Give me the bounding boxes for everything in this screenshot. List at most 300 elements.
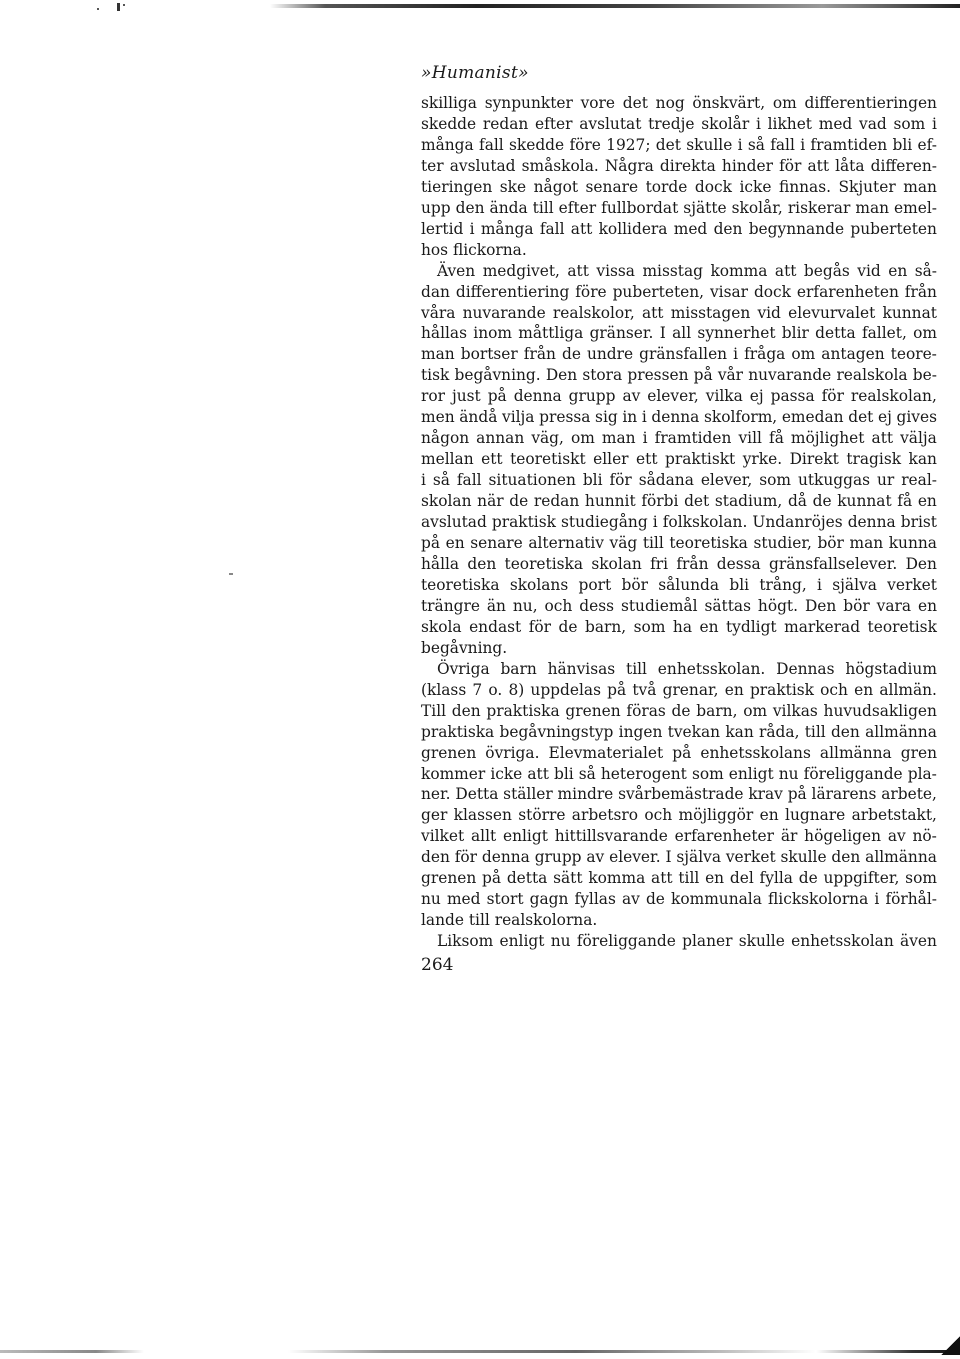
text-word: misstag (642, 261, 703, 280)
text-word: Den (545, 366, 578, 385)
text-word: de (812, 492, 832, 511)
text-word: Skjuter (838, 177, 896, 196)
text-line-content: hos flickorna. (421, 240, 527, 259)
text-word: fallet, (861, 324, 907, 343)
text-word: förbi (641, 492, 679, 511)
text-word: gagn (529, 890, 569, 909)
text-word: sålunda (658, 575, 720, 594)
text-word: (klass (421, 680, 467, 699)
text-word: huvudsakligen (823, 701, 937, 720)
text-word: själva (832, 575, 877, 594)
text-word: för (528, 617, 552, 636)
text-line (421, 680, 937, 701)
text-word: icke (490, 764, 523, 783)
text-word: man (849, 534, 884, 553)
text-word: fri (650, 554, 669, 573)
text-word: lertid (421, 219, 464, 238)
text-word: och (544, 596, 573, 615)
text-word: denna (513, 387, 562, 406)
text-word: många (480, 219, 534, 238)
text-word: ett (481, 450, 503, 469)
text-word: sjätte (683, 198, 727, 217)
text-word: Direkt (789, 450, 839, 469)
text-word: att (527, 764, 549, 783)
text-word: ända (489, 198, 528, 217)
text-word: på (482, 869, 502, 888)
text-word: skilliga (421, 94, 477, 112)
text-word: fall (539, 219, 565, 238)
text-word: det (684, 492, 710, 511)
text-word: man (903, 177, 937, 196)
text-word: medgivet, (482, 261, 560, 280)
text-word: dessa (716, 554, 761, 573)
text-word: endast (469, 617, 522, 636)
text-word: om (913, 324, 937, 343)
text-word: den (831, 848, 861, 867)
text-word: vår (717, 366, 744, 385)
text-word: högstadium (845, 659, 937, 678)
text-word: teoretisk (867, 617, 937, 636)
text-word: ej (749, 387, 764, 406)
text-line (421, 198, 937, 219)
text-word: på (607, 680, 627, 699)
text-word: ett (636, 450, 658, 469)
text-word: synnerhet (697, 324, 776, 343)
text-word: en (724, 680, 744, 699)
text-line (421, 659, 937, 680)
text-word: uppgifter, (823, 869, 900, 888)
text-line (421, 910, 937, 931)
text-word: in (622, 408, 638, 427)
text-word: praktisk (749, 680, 814, 699)
text-word: Några (604, 156, 654, 175)
text-word: sig (595, 408, 618, 427)
text-word: torde (645, 177, 688, 196)
text-word: för (609, 471, 632, 490)
text-word: denna (481, 848, 530, 867)
text-word: tvekan (667, 722, 721, 741)
text-word: differen- (870, 156, 937, 175)
text-word: från (676, 554, 709, 573)
text-word: skulle (780, 848, 827, 867)
text-word: 7 (472, 680, 483, 699)
text-line (421, 135, 937, 156)
text-word: från (523, 345, 556, 364)
text-word: uppdelas (530, 680, 601, 699)
text-word: i (755, 114, 761, 133)
text-word: pressa (539, 408, 591, 427)
text-word: något (533, 177, 579, 196)
text-line-content: lande till realskolorna. (421, 911, 598, 930)
text-word: stort (486, 890, 524, 909)
text-word: gren (900, 743, 937, 762)
text-word: nö- (912, 827, 937, 846)
text-word: bör (817, 534, 844, 553)
text-word: förhål- (885, 890, 937, 909)
text-word: ske (499, 177, 527, 196)
text-word: föreliggande (576, 932, 676, 951)
text-word: vara (876, 596, 912, 615)
text-word: Elevmaterialet (548, 743, 664, 762)
text-word: studiegång (561, 513, 648, 532)
text-line (421, 323, 937, 344)
text-line (421, 491, 937, 512)
text-word: brist (900, 513, 937, 532)
text-word: redan (533, 492, 580, 511)
text-word: situationen (488, 471, 576, 490)
text-word: ter (421, 156, 444, 175)
text-line (421, 722, 937, 743)
text-word: realskola (836, 366, 908, 385)
text-word: vill (738, 429, 762, 448)
text-word: skolan (421, 492, 472, 511)
text-word: icke (739, 177, 772, 196)
text-word: fråga (744, 345, 786, 364)
text-word: och (820, 680, 848, 699)
text-word: gränsfallen (639, 345, 728, 364)
text-word: av (622, 387, 641, 406)
text-word: hinder (721, 156, 773, 175)
text-line (421, 93, 937, 114)
text-word: fall (479, 135, 504, 154)
text-word: ner. (421, 785, 451, 804)
text-word: kommunala (671, 890, 762, 909)
text-word: bli (729, 575, 750, 594)
text-word: puberteten, (612, 282, 705, 301)
text-line (421, 638, 937, 659)
text-line (421, 449, 937, 470)
text-word: Undanröjes (752, 513, 843, 532)
text-word: fullbordat (601, 198, 679, 217)
text-word: man (855, 198, 890, 217)
text-word: erfarenheten (796, 282, 899, 301)
text-word: Den (905, 554, 937, 573)
text-word: begåvningstyp (499, 722, 614, 741)
text-word: i (733, 345, 739, 364)
text-word: bortser (460, 345, 518, 364)
text-word: vilja (502, 408, 535, 427)
text-word: mindre (557, 785, 614, 804)
text-word: o. (488, 680, 503, 699)
text-word: redan (482, 114, 529, 133)
text-word: avslutat (579, 114, 642, 133)
text-word: gives (896, 408, 937, 427)
text-word: lugnare (785, 806, 846, 825)
text-word: del (729, 869, 754, 888)
text-word: att (807, 156, 829, 175)
text-word: enhetsskolan (791, 932, 894, 951)
text-word: en (854, 680, 874, 699)
text-line (421, 344, 937, 365)
text-word: skolform, (703, 408, 778, 427)
text-word: den (467, 554, 497, 573)
text-word: på (787, 785, 807, 804)
text-word: om (791, 345, 816, 364)
text-word: låta (835, 156, 865, 175)
text-word: teoretiska (504, 554, 584, 573)
scan-top-edge (270, 4, 960, 8)
text-word: ändå (459, 408, 498, 427)
text-word: grenen (421, 869, 477, 888)
text-word: den (451, 701, 481, 720)
text-word: enhetsskolan. (657, 659, 766, 678)
text-word: barn (500, 659, 537, 678)
text-line (421, 743, 937, 764)
text-word: vilka (705, 387, 743, 406)
text-line (421, 533, 937, 554)
text-line (421, 931, 937, 952)
text-word: är (780, 827, 798, 846)
text-word: grenen (565, 701, 621, 720)
text-word: i (800, 135, 806, 154)
text-line (421, 826, 937, 847)
text-word: arbetsro (571, 806, 638, 825)
text-word: kunnat (882, 303, 937, 322)
text-word: tydligt (726, 617, 777, 636)
text-word: från (904, 282, 937, 301)
text-word: för (454, 848, 478, 867)
text-word: i (874, 890, 880, 909)
text-word: få (897, 492, 913, 511)
text-line (421, 303, 937, 324)
text-word: bör (843, 596, 870, 615)
text-line (421, 114, 937, 135)
text-word: om (772, 94, 797, 112)
text-word: kan (908, 450, 937, 469)
text-word: puberteten (850, 219, 937, 238)
text-word: vid (857, 261, 881, 280)
text-word: eller (593, 450, 629, 469)
text-word: de (558, 617, 578, 636)
text-word: planer (682, 932, 733, 951)
text-word: någon (421, 429, 470, 448)
text-word: annan (476, 429, 525, 448)
text-word: ingen (618, 722, 663, 741)
scan-corner-mark (940, 1333, 960, 1355)
text-line (421, 282, 937, 303)
scan-speck-marks (95, 0, 135, 20)
text-word: skulle (738, 932, 785, 951)
text-word: till (626, 659, 647, 678)
text-word: den (713, 219, 743, 238)
text-word: visar (709, 282, 749, 301)
text-word: man (421, 345, 455, 364)
text-word: allmän. (879, 680, 937, 699)
text-line (421, 889, 937, 910)
text-word: som (905, 869, 937, 888)
text-word: grupp (568, 387, 616, 406)
text-word: detta (506, 869, 548, 888)
text-word: önskvärt, (692, 94, 766, 112)
text-word: svårbemästrade (618, 785, 744, 804)
text-word: riskerar (787, 198, 851, 217)
text-word: man (601, 429, 636, 448)
text-word: bli (892, 135, 913, 154)
text-word: fall (770, 135, 795, 154)
text-word: allmänna (819, 743, 892, 762)
text-word: väg (609, 534, 638, 553)
text-word: framtiden (654, 429, 732, 448)
scan-bottom-edge (0, 1350, 960, 1353)
text-word: detta (815, 324, 856, 343)
text-line (421, 156, 937, 177)
text-word: hålla (421, 554, 460, 573)
text-word: nu (778, 764, 799, 783)
text-word: före (569, 135, 601, 154)
text-word: heterogent (600, 764, 687, 783)
text-word: likhet (767, 114, 812, 133)
text-word: stadium, (714, 492, 783, 511)
text-word: skola (421, 617, 462, 636)
text-line (421, 554, 937, 575)
text-word: begynnande (748, 219, 845, 238)
text-word: stora (582, 366, 623, 385)
text-line (421, 219, 937, 240)
text-word: den (455, 198, 485, 217)
text-word: markerad (784, 617, 861, 636)
text-word: komma (710, 261, 768, 280)
text-word: differentieringen (804, 94, 937, 112)
text-word: flickskolorna (768, 890, 869, 909)
text-word: teoretiska (421, 575, 500, 594)
text-word: Övriga (437, 659, 490, 678)
text-word: de (645, 890, 665, 909)
text-line (421, 868, 937, 889)
text-line (421, 240, 937, 261)
text-word: som (759, 471, 792, 490)
text-word: ur (876, 471, 895, 490)
text-line (421, 365, 937, 386)
text-word: enligt (502, 827, 548, 846)
text-word: arbete, (881, 785, 937, 804)
text-word: praktiskt (665, 450, 736, 469)
text-word: direkta (659, 156, 716, 175)
text-word: vid (757, 303, 781, 322)
text-word: elever, (700, 471, 753, 490)
text-word: före (575, 282, 607, 301)
text-word: grupp (534, 848, 582, 867)
text-word: så- (914, 261, 937, 280)
text-word: be- (912, 366, 937, 385)
text-word: till (678, 869, 700, 888)
text-word: föreliggande (803, 764, 903, 783)
text-word: fylla (759, 869, 793, 888)
text-word: dan (421, 282, 450, 301)
text-word: skolår (701, 114, 750, 133)
text-word: själva (676, 848, 722, 867)
text-word: klassen (453, 806, 512, 825)
text-word: än (486, 596, 506, 615)
text-word: grenar, (662, 680, 719, 699)
text-word: för (821, 387, 844, 406)
text-word: ställer (503, 785, 553, 804)
text-word: högt. (757, 596, 799, 615)
text-word: bör (621, 575, 648, 594)
text-word: av (887, 827, 906, 846)
text-word: föras (626, 701, 666, 720)
text-word: med (818, 114, 853, 133)
text-word: efter (558, 198, 597, 217)
text-word: yrke. (742, 450, 783, 469)
text-word: praktisk (491, 513, 556, 532)
text-word: en (705, 869, 725, 888)
text-word: hittillsvarande (554, 827, 668, 846)
text-line (421, 470, 937, 491)
text-word: de (509, 492, 529, 511)
text-word: en (888, 261, 908, 280)
text-word: Även (437, 261, 476, 280)
text-word: pla- (907, 764, 937, 783)
text-word: Till (421, 701, 447, 720)
text-word: finnas. (778, 177, 831, 196)
text-word: arbetstakt, (851, 806, 937, 825)
text-word: avslutad (421, 513, 487, 532)
text-word: kommer (421, 764, 486, 783)
text-word: begås (803, 261, 850, 280)
text-word: till (804, 722, 826, 741)
text-word: tieringen (421, 177, 493, 196)
text-word: ger (421, 806, 448, 825)
text-word: som (893, 114, 926, 133)
text-word: senare (585, 177, 639, 196)
text-word: barn, (696, 701, 738, 720)
text-word: avslutad (449, 156, 516, 175)
text-word: elevurvalet (788, 303, 876, 322)
text-word: ef- (917, 135, 937, 154)
text-word: möjlighet (790, 429, 865, 448)
text-word: vilket (421, 827, 465, 846)
text-line (421, 847, 937, 868)
text-word: till (532, 198, 554, 217)
text-word: komma (588, 869, 646, 888)
text-word: i (652, 513, 658, 532)
text-word: av (586, 848, 605, 867)
text-word: utkuggas (797, 471, 871, 490)
text-word: att (570, 219, 593, 238)
text-word: på (672, 743, 692, 762)
text-word: när (477, 492, 504, 511)
text-word: Den (804, 596, 837, 615)
text-word: till (642, 534, 664, 553)
text-word: vore (580, 94, 616, 112)
text-word: vilkas (772, 701, 818, 720)
text-word: bli (582, 471, 603, 490)
text-word: blir (781, 324, 809, 343)
text-word: att (567, 261, 589, 280)
text-word: många (421, 135, 474, 154)
text-word: teore- (890, 345, 937, 364)
text-word: kunna (888, 534, 937, 553)
text-word: allmänna (865, 848, 937, 867)
margin-mark (229, 573, 233, 575)
text-line (421, 805, 937, 826)
text-word: enligt (728, 764, 774, 783)
text-word: råda, (759, 722, 800, 741)
text-word: I (665, 848, 672, 867)
text-word: en (759, 806, 779, 825)
text-word: för (779, 156, 802, 175)
text-word: efter (535, 114, 573, 133)
text-word: måttliga (518, 324, 584, 343)
text-word: skolår, (731, 198, 783, 217)
text-word: i (641, 408, 647, 427)
text-line (421, 386, 937, 407)
text-word: fall (456, 471, 482, 490)
text-word: begåvning. (454, 366, 541, 385)
text-word: mellan (421, 450, 474, 469)
text-line (421, 617, 937, 638)
text-word: upp (421, 198, 451, 217)
